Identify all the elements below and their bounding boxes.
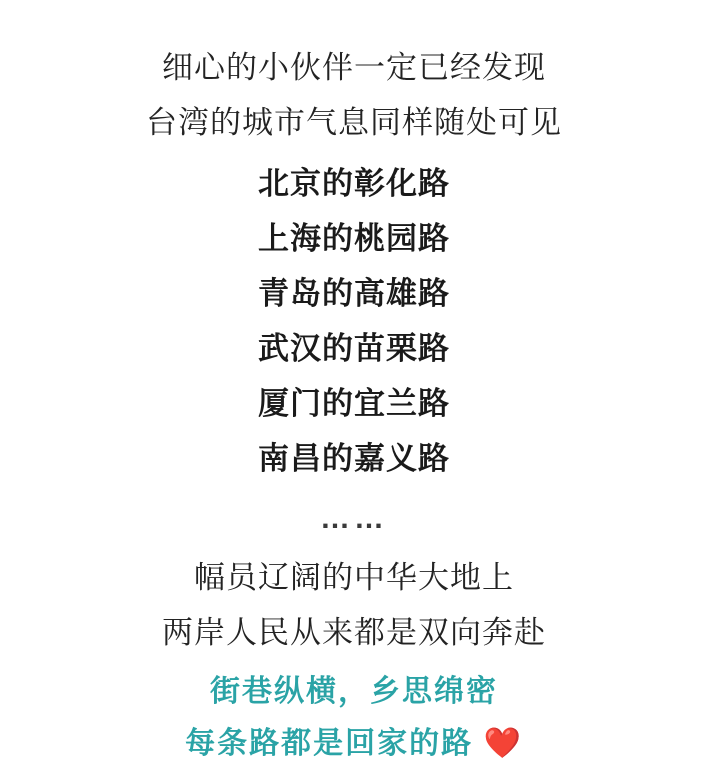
heart-icon: ❤️ [483,726,523,760]
road-line-wuhan: 武汉的苗栗路 [258,331,450,367]
accent-line-2-text: 每条路都是回家的路 [185,726,474,760]
outro-line-2: 两岸人民从来都是双向奔赴 [162,614,546,650]
intro-line-1: 细心的小伙伴一定已经发现 [162,50,546,85]
accent-line-1: 街巷纵横，乡思绵密 [210,674,498,708]
road-line-xiamen: 厦门的宜兰路 [258,386,450,422]
outro-line-1: 幅员辽阔的中华大地上 [194,559,514,595]
ellipsis-line: …… [320,502,388,536]
road-line-qingdao: 青岛的高雄路 [258,276,450,312]
road-line-shanghai: 上海的桃园路 [258,221,450,257]
accent-line-2 [0,718,708,770]
road-line-nanchang: 南昌的嘉义路 [258,441,450,477]
intro-line-2: 台湾的城市气息同样随处可见 [146,105,562,140]
road-line-beijing: 北京的彰化路 [258,166,450,202]
